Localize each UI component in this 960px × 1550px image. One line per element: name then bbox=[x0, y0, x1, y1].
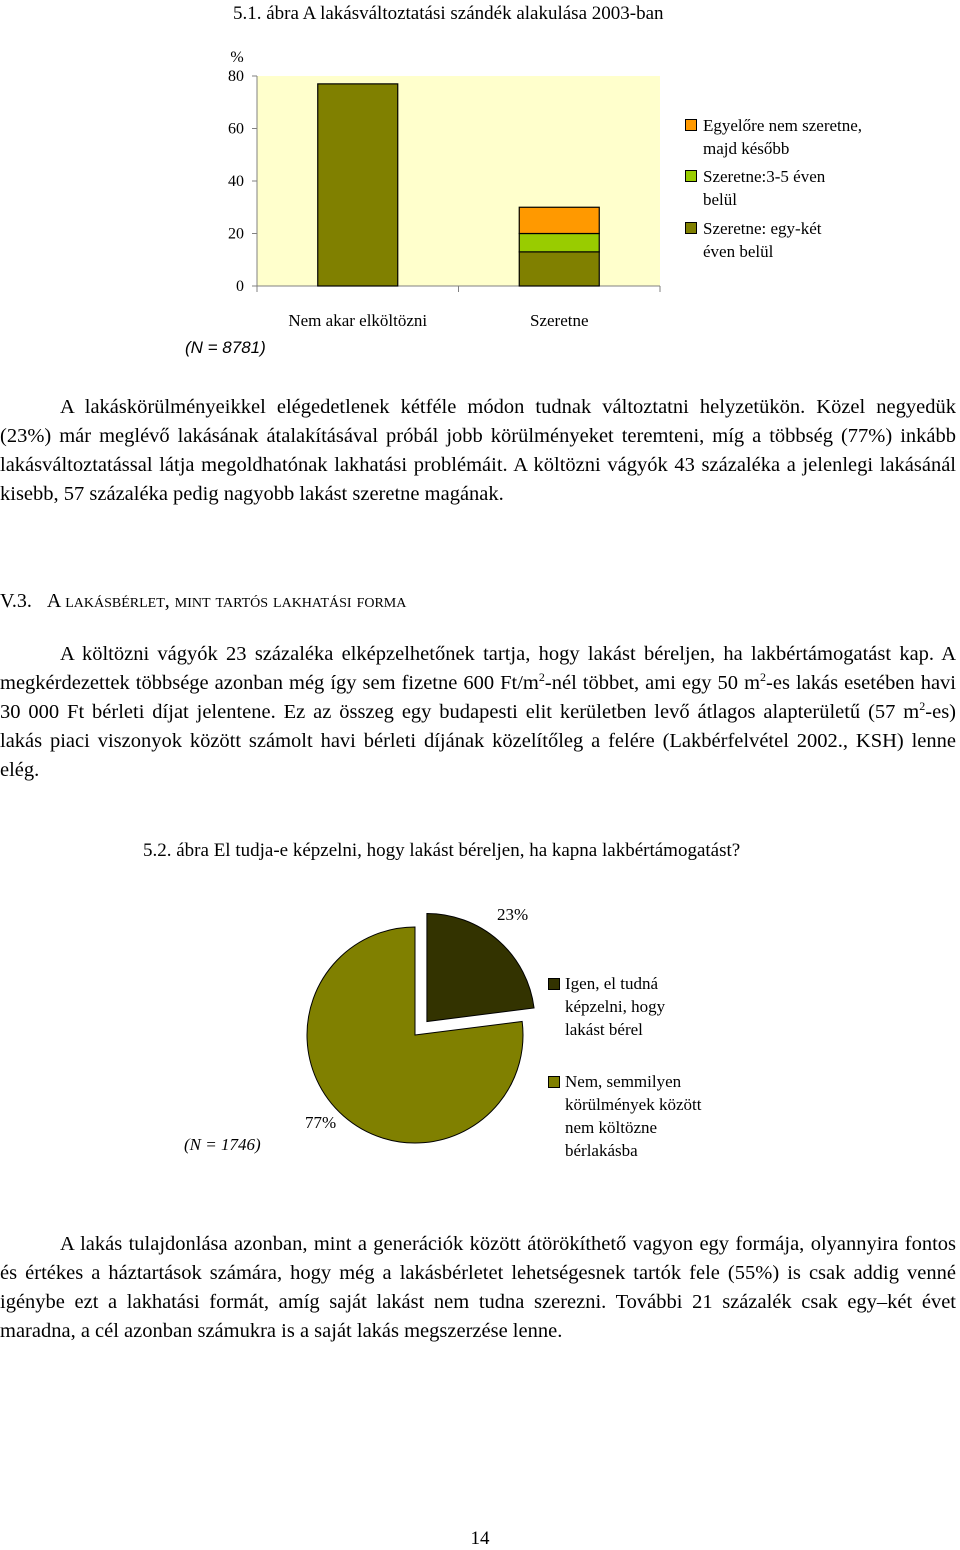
paragraph-2-part-1: A költözni vágyók 23 százaléka elképzelhetőnek tartja, hogy lakást béreljen, ha lakbértámogatást kap. A megkérdezettek többsége azonban még így sem fizetne 600 Ft/m bbox=[0, 643, 956, 694]
paragraph-2-text bbox=[0, 640, 956, 785]
bar-segment bbox=[519, 252, 599, 286]
section-title: A lakásbérlet, mint tartós lakhatási forma bbox=[46, 590, 407, 612]
figure-2-note: (N = 1746) bbox=[184, 1135, 261, 1154]
paragraph-1 bbox=[0, 393, 956, 509]
figure-1-note: (N = 8781) bbox=[185, 338, 266, 357]
pie-slice-yes bbox=[427, 913, 534, 1021]
y-axis-unit: % bbox=[230, 49, 244, 66]
bar-segment bbox=[519, 207, 599, 233]
figure-2-title: 5.2. ábra El tudja-e képzelni, hogy lakást béreljen, ha kapna lakbértámogatást? bbox=[143, 840, 741, 861]
pie-chart-legend bbox=[548, 972, 738, 1172]
y-tick-label: 60 bbox=[228, 120, 244, 138]
bar-chart-legend bbox=[685, 114, 885, 264]
legend-label-later: Egyelőre nem szeretne, majd később bbox=[703, 116, 863, 158]
legend-swatch-later bbox=[685, 119, 697, 131]
y-tick-label: 20 bbox=[228, 225, 244, 243]
x-category-label: Szeretne bbox=[529, 311, 589, 330]
paragraph-2 bbox=[0, 640, 956, 785]
figure-1-title: 5.1. ábra A lakásváltoztatási szándék alakulása 2003-ban bbox=[233, 3, 664, 24]
pie-label-77: 77% bbox=[305, 1113, 337, 1132]
pie-label-23: 23% bbox=[497, 905, 529, 924]
section-number: V.3. bbox=[0, 590, 32, 612]
x-category-label: Nem akar elköltözni bbox=[288, 311, 428, 330]
y-tick-label: 80 bbox=[228, 68, 244, 85]
bar-segment bbox=[318, 84, 398, 286]
y-tick-label: 0 bbox=[236, 278, 244, 295]
superscript: 2 bbox=[538, 670, 545, 685]
legend-label-yes: Igen, el tudná képzelni, hogy lakást bérel bbox=[565, 974, 666, 1039]
legend-label-1-2-years: Szeretne: egy-két éven belül bbox=[703, 219, 822, 261]
paragraph-3 bbox=[0, 1230, 956, 1346]
y-tick-label: 40 bbox=[228, 173, 244, 190]
legend-swatch-3-5-years bbox=[685, 170, 697, 182]
section-heading bbox=[0, 590, 406, 613]
paragraph-2-part-2: -nél többet, ami egy 50 m bbox=[544, 672, 761, 694]
page-number: 14 bbox=[470, 1528, 490, 1549]
paragraph-3-text: A lakás tulajdonlása azonban, mint a generációk között átörökíthető vagyon egy formája, olyannyira fontos és értékes a háztartások számára, hogy még a lakásbérletet lehetségesnek tartók fele (55%) is csak addig venné igénybe ezt a lakhatási formát, amíg saját lakást nem tudna szerezni. További 21 százalék csak egy–két évet maradna, a cél azonban számukra is a saját lakás megszerzése lenne. bbox=[0, 1233, 956, 1342]
legend-swatch-1-2-years bbox=[685, 222, 697, 234]
paragraph-2-part-3: -es lakás esetében havi 30 000 Ft bérleti díjat jelentene. Ez az összeg egy budapesti elit kerületben levő átlagos alapterületű (57 m bbox=[0, 672, 956, 723]
legend-swatch-yes bbox=[548, 978, 560, 990]
legend-swatch-no bbox=[548, 1076, 560, 1088]
paragraph-1-text: A lakáskörülményeikkel elégedetlenek kétféle módon tudnak változtatni helyzetükön. Közel negyedük (23%) már meglévő lakásának átalakításával próbál jobb körülményeket teremteni, míg a többség (77%) inkább lakásváltoztatással látja megoldhatónak lakhatási problémáit. A költözni vágyók 43 százaléka a jelenlegi lakásánál kisebb, 57 százaléka pedig nagyobb lakást szeretne magának. bbox=[0, 396, 956, 505]
paragraph-2-part-4: -es) lakás piaci viszonyok között számolt havi bérleti díjának közelítőleg a felére (Lakbérfelvétel 2002., KSH) lenne elég. bbox=[0, 701, 956, 781]
bar-segment bbox=[519, 234, 599, 252]
legend-label-no: Nem, semmilyen körülmények között nem költözne bérlakásba bbox=[565, 1072, 702, 1160]
superscript: 2 bbox=[919, 699, 926, 714]
superscript: 2 bbox=[760, 670, 767, 685]
legend-label-3-5-years: Szeretne:3-5 éven belül bbox=[703, 167, 826, 209]
